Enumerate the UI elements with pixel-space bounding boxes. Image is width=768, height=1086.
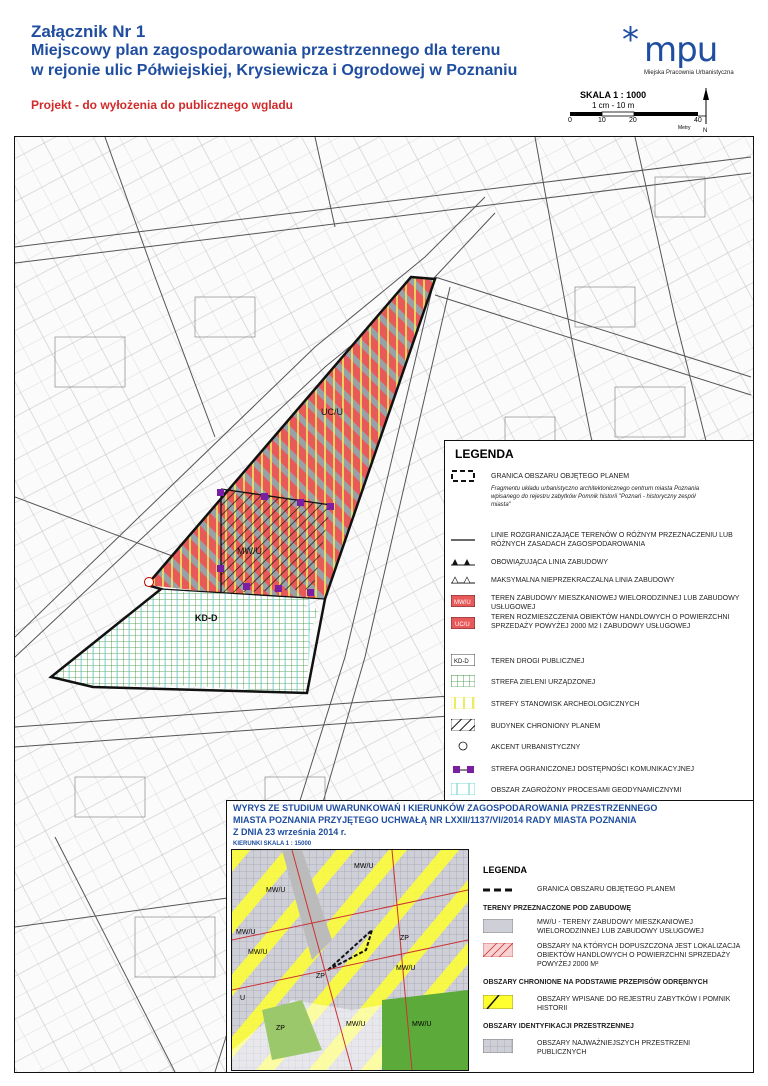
project-note: Projekt - do wyłożenia do publicznego wgladu xyxy=(31,98,294,112)
legend-item-ucu: TEREN ROZMIESZCZENIA OBIEKTÓW HANDLOWYCH O POWIERZCHNI SPRZEDAŻY POWYŻEJ 2000 M2 I ZABUDOWY USŁUGOWEJ xyxy=(491,614,730,630)
legend-item-geo: OBSZAR ZAGROŻONY PROCESAMI GEODYNAMICZNYMI xyxy=(491,787,682,794)
legend-swatch-mwu xyxy=(451,595,475,607)
inset-section-protected: OBSZARY CHRONIONE NA PODSTAWIE PRZEPISÓW ODRĘBNYCH xyxy=(483,979,708,986)
legend-swatch-kdd xyxy=(451,654,475,666)
zone-label-kdd: KD-D xyxy=(195,613,218,623)
logo-mark: mpu xyxy=(644,30,718,70)
svg-text:U: U xyxy=(240,995,246,1002)
scale-tick-40: 40 xyxy=(694,117,702,124)
svg-text:KD-D: KD-D xyxy=(454,659,469,665)
svg-text:ZP: ZP xyxy=(400,935,409,942)
svg-text:MW/U: MW/U xyxy=(266,887,286,894)
legend-item-obligatory-line: OBOWIĄZUJĄCA LINIA ZABUDOWY xyxy=(491,559,609,566)
inset-item-shops: OBSZARY NA KTÓRYCH DOPUSZCZONA JEST LOKALIZACJA OBIEKTÓW HANDLOWYCH O POWIERZCHNI SPRZEDAŻY POWYŻEJ 2000 M² xyxy=(537,943,740,968)
inset-swatch-public-spaces xyxy=(483,1039,513,1053)
inset-scale: KIERUNKI SKALA 1 : 15000 xyxy=(233,841,312,847)
legend-swatch-accent xyxy=(451,740,475,752)
svg-text:MW/U: MW/U xyxy=(412,1021,432,1028)
svg-text:MW/U: MW/U xyxy=(454,600,471,606)
legend-item-boundary: GRANICA OBSZARU OBJĘTEGO PLANEM xyxy=(491,473,630,480)
inset-section-identification: OBSZARY IDENTYFIKACJI PRZESTRZENNEJ xyxy=(483,1023,634,1030)
legend-item-max-line: MAKSYMALNA NIEPRZEKRACZALNA LINIA ZABUDOWY xyxy=(491,577,675,584)
legend-swatch-protected-building xyxy=(451,719,475,731)
legend-swatch-obligatory-line xyxy=(451,556,475,568)
scale-tick-20: 20 xyxy=(629,117,637,124)
legend-title: LEGENDA xyxy=(455,447,514,461)
inset-item-public-spaces: OBSZARY NAJWAŻNIEJSZYCH PRZESTRZENI PUBLICZNYCH xyxy=(537,1040,691,1056)
scale-bar xyxy=(566,84,746,134)
legend-item-access: STREFA OGRANICZONEJ DOSTĘPNOŚCI KOMUNIKACYJNEJ xyxy=(491,766,695,773)
svg-text:MW/U: MW/U xyxy=(396,965,416,972)
inset-section-development: TERENY PRZEZNACZONE POD ZABUDOWĘ xyxy=(483,905,632,912)
logo-star-icon: * xyxy=(622,20,639,60)
zone-label-ucu: UC/U xyxy=(321,407,343,417)
svg-text:MW/U: MW/U xyxy=(236,929,256,936)
inset-item-heritage: OBSZARY WPISANE DO REJESTRU ZABYTKÓW I POMNIK HISTORII xyxy=(537,996,731,1012)
legend-item-kdd: TEREN DROGI PUBLICZNEJ xyxy=(491,658,585,665)
mpu-logo xyxy=(622,20,742,76)
svg-text:ZP: ZP xyxy=(316,973,325,980)
svg-text:ZP: ZP xyxy=(276,1025,285,1032)
legend-item-accent: AKCENT URBANISTYCZNY xyxy=(491,744,581,751)
inset-swatch-mwu xyxy=(483,919,513,933)
urban-accent-icon xyxy=(145,578,154,587)
inset-title-line-1: WYRYS ZE STUDIUM UWARUNKOWAŃ I KIERUNKÓW ZAGOSPODAROWANIA PRZESTRZENNEGO xyxy=(233,803,658,813)
legend-item-protected-building: BUDYNEK CHRONIONY PLANEM xyxy=(491,723,601,730)
zone-label-mwu: MW/U xyxy=(237,546,262,556)
attachment-title: Załącznik Nr 1 xyxy=(31,22,146,41)
legend-swatch-max-line xyxy=(451,574,475,586)
legend-item-archeo: STREFY STANOWISK ARCHEOLOGICZNYCH xyxy=(491,701,640,708)
inset-swatch-boundary xyxy=(483,883,513,897)
svg-text:MW/U: MW/U xyxy=(354,863,374,870)
svg-text:UC/U: UC/U xyxy=(455,622,470,628)
study-inset xyxy=(226,800,754,1073)
legend-item-dividing-lines: LINIE ROZGRANICZAJĄCE TERENÓW O RÓŻNYM PRZEZNACZENIU LUB RÓŻNYCH ZASADACH ZAGOSPODAROWANIA xyxy=(491,532,733,548)
scale-title: SKALA 1 : 1000 xyxy=(580,90,647,100)
legend-item-mwu: TEREN ZABUDOWY MIESZKANIOWEJ WIELORODZINNEJ LUB ZABUDOWY USŁUGOWEJ xyxy=(491,595,740,611)
scale-unit: Metry xyxy=(678,125,691,131)
inset-legend-title: LEGENDA xyxy=(483,865,528,875)
scale-tick-0: 0 xyxy=(568,117,572,124)
legend-swatch-green xyxy=(451,675,475,687)
inset-item-boundary: GRANICA OBSZARU OBJĘTEGO PLANEM xyxy=(537,886,676,893)
inset-map xyxy=(231,849,469,1071)
plan-title-line-2: w rejonie ulic Półwiejskiej, Krysiewicza i Ogrodowej w Poznaniu xyxy=(31,62,518,79)
legend-swatch-boundary xyxy=(451,470,475,482)
scale-subtitle: 1 cm - 10 m xyxy=(592,101,635,110)
map-legend xyxy=(444,440,754,804)
legend-swatch-access xyxy=(451,762,475,774)
inset-item-mwu: MW/U - TERENY ZABUDOWY MIESZKANIOWEJ WIELORODZINNEJ LUB ZABUDOWY USŁUGOWEJ xyxy=(537,919,704,935)
inset-title-line-2: MIASTA POZNANIA PRZYJĘTEGO UCHWAŁĄ NR LXXII/1137/VI/2014 RADY MIASTA POZNANIA xyxy=(233,815,637,825)
inset-title-line-3: Z DNIA 23 września 2014 r. xyxy=(233,827,347,837)
legend-swatch-lines xyxy=(451,534,475,546)
inset-swatch-heritage xyxy=(483,995,513,1009)
legend-swatch-geo xyxy=(451,783,475,795)
inset-swatch-shops xyxy=(483,943,513,957)
legend-swatch-ucu xyxy=(451,617,475,629)
north-label: N xyxy=(703,128,708,134)
scale-tick-10: 10 xyxy=(598,117,606,124)
plan-title-line-1: Miejscowy plan zagospodarowania przestrzennego dla terenu xyxy=(31,42,501,59)
inset-map-drawing xyxy=(232,850,468,1070)
legend-item-green: STREFA ZIELENI URZĄDZONEJ xyxy=(491,679,596,686)
logo-subtitle: Miejska Pracownia Urbanistyczna xyxy=(644,70,734,76)
legend-swatch-archeo xyxy=(451,697,475,709)
legend-item-heritage-note: Fragmentu układu urbanistyczno architektonicznego centrum miasta Poznania wpisanego do rejestru zabytków Pomnik historii "Poznań - historyczny zespół miasta" xyxy=(491,486,700,508)
svg-text:MW/U: MW/U xyxy=(346,1021,366,1028)
svg-text:MW/U: MW/U xyxy=(248,949,268,956)
